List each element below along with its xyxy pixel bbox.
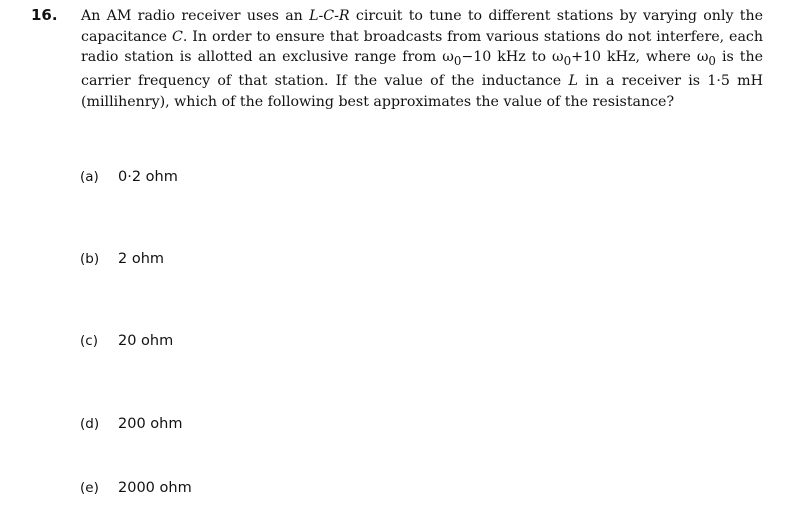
question-text-part: An AM radio receiver uses an bbox=[81, 8, 310, 24]
option-label: (b) bbox=[80, 251, 100, 267]
option-label: (a) bbox=[80, 169, 99, 185]
option-value: 2000 ohm bbox=[118, 480, 192, 496]
option-value: 0·2 ohm bbox=[118, 169, 178, 185]
option-label: (c) bbox=[80, 333, 98, 349]
option-value: 20 ohm bbox=[118, 333, 174, 349]
option-b[interactable] bbox=[80, 251, 164, 267]
question-text-part: . In order to ensure that broadcasts from various stations do not interfere, each radio station is allotted an exclusive range from ω bbox=[81, 28, 763, 65]
question-text-part: is the carrier frequency of that station. If the value of the inductance bbox=[81, 49, 764, 90]
inductance-symbol: L bbox=[568, 73, 578, 90]
question-text bbox=[81, 6, 763, 112]
option-label: (e) bbox=[80, 480, 99, 496]
capacitance-symbol: C bbox=[172, 28, 183, 45]
option-e[interactable] bbox=[80, 480, 192, 496]
circuit-type: L-C-R bbox=[309, 8, 350, 24]
option-c[interactable] bbox=[80, 333, 173, 349]
option-a[interactable] bbox=[80, 169, 178, 185]
omega-subscript: 0 bbox=[563, 53, 572, 68]
question-text-part: +10 kHz, where ω bbox=[571, 49, 709, 65]
option-value: 2 ohm bbox=[118, 251, 165, 267]
omega-subscript: 0 bbox=[708, 53, 716, 68]
question-text-part: in a receiver is 1·5 mH (millihenry), which of the following best approximates the value of the resistance? bbox=[81, 73, 763, 110]
option-d[interactable] bbox=[80, 416, 182, 432]
question-text-part: −10 kHz to ω bbox=[461, 49, 564, 65]
option-value: 200 ohm bbox=[118, 416, 183, 432]
option-label: (d) bbox=[80, 416, 100, 432]
omega-subscript: 0 bbox=[453, 53, 462, 68]
question-number: 16. bbox=[31, 6, 58, 24]
question-text-part: circuit to tune to different stations by varying only the capacitance bbox=[81, 8, 763, 45]
